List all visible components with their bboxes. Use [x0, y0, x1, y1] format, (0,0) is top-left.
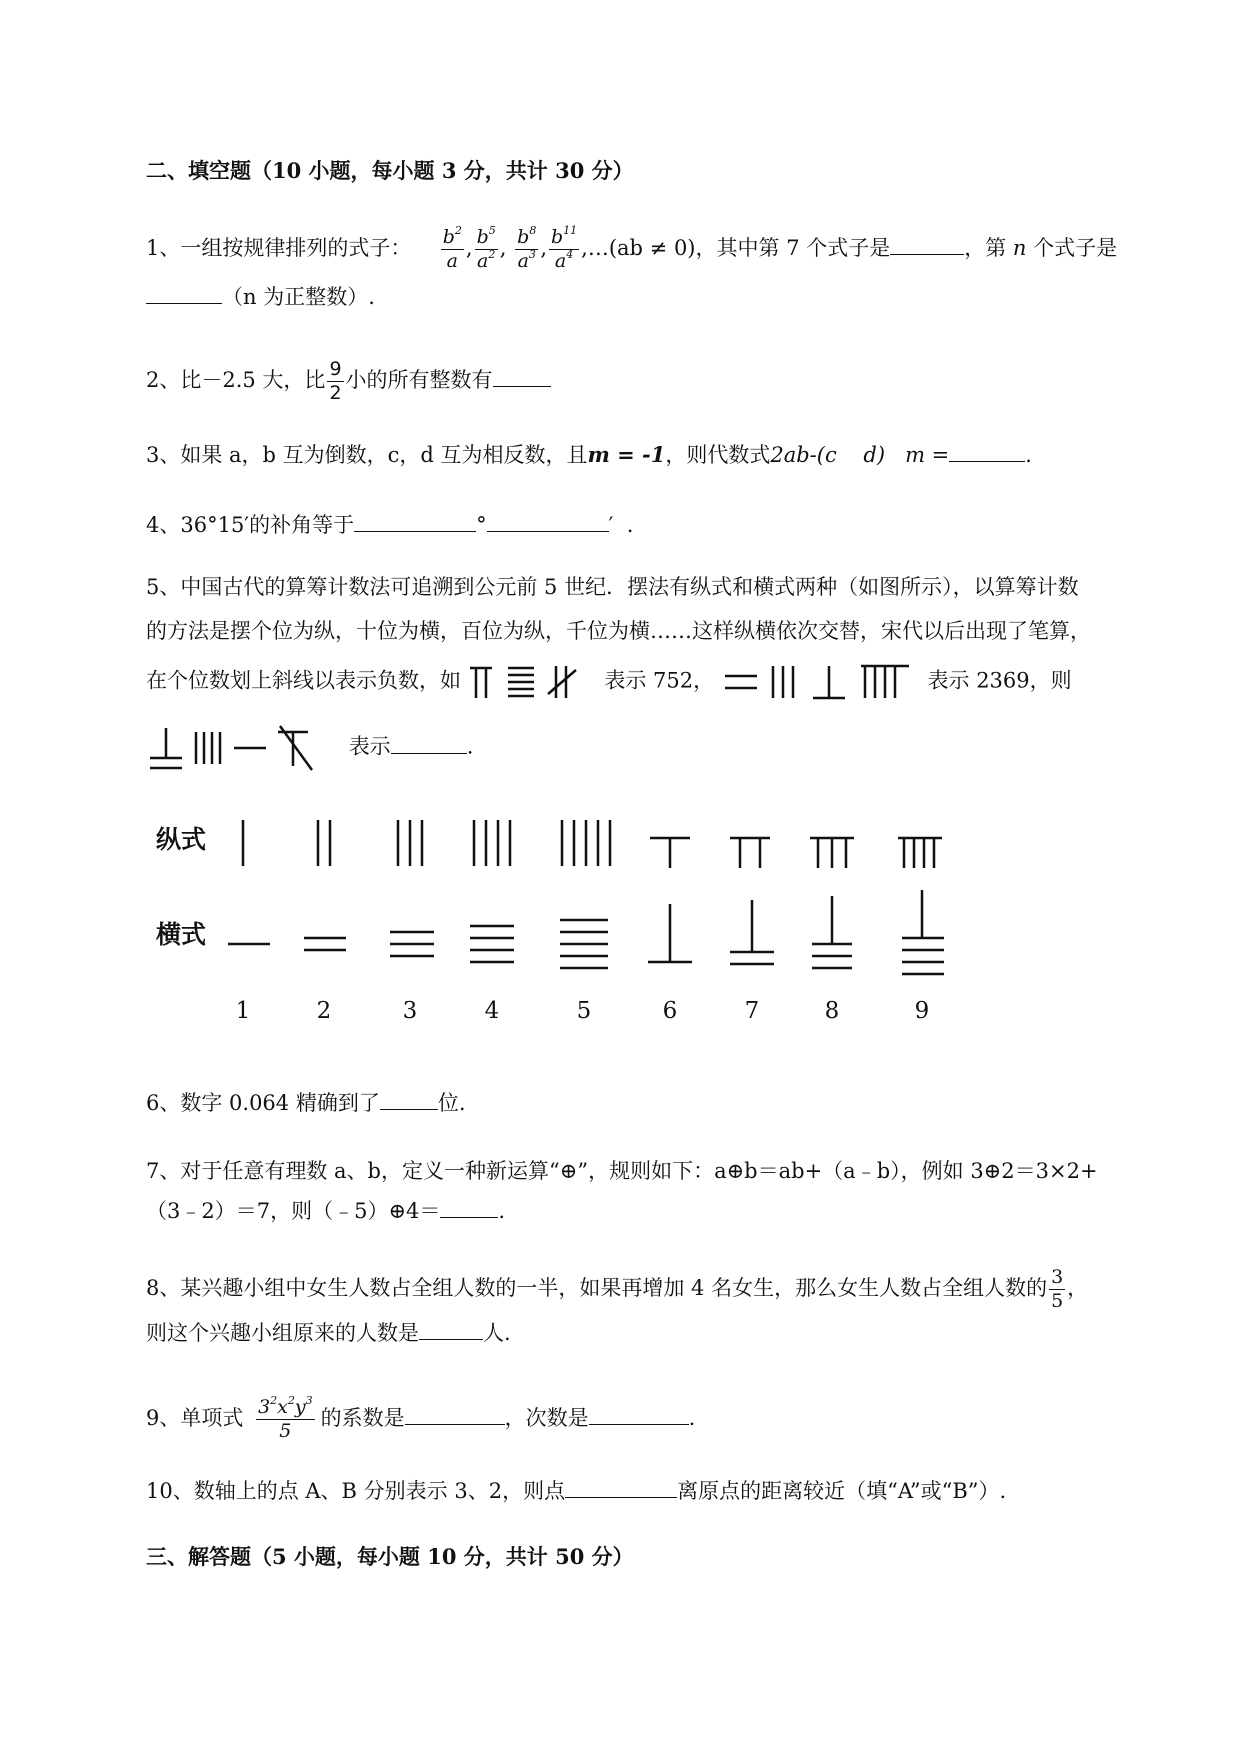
question-1-line2: （n 为正整数）. — [146, 282, 375, 312]
q1-condition: ,…(ab ≠ 0) — [581, 236, 696, 260]
question-5-line2: 的方法是摆个位为纵，十位为横，百位为纵，千位为横……这样纵横依次交替，宋代以后出现了笔算， — [146, 619, 1091, 643]
question-6: 6、数字 0.064 精确到了 位. — [146, 1091, 466, 1115]
answer-blank[interactable] — [440, 1197, 498, 1218]
section-title-answers: 三、解答题（5 小题，每小题 10 分，共计 50 分） — [146, 1544, 634, 1569]
question-5-line1: 5、中国古代的算筹计数法可追溯到公元前 5 世纪．摆法有纵式和横式两种（如图所示），以算筹计数 — [146, 575, 1079, 599]
answer-blank[interactable] — [565, 1477, 677, 1498]
digit-label: 5 — [576, 998, 592, 1024]
digit-label: 1 — [235, 998, 251, 1024]
question-7-line1: 7、对于任意有理数 a、b，定义一种新运算“⊕”，规则如下：a⊕b＝ab+（a﹣b），例如 3⊕2＝3×2+ — [146, 1159, 1098, 1183]
question-2: 2、比－2.5 大，比 $\frac{9}{2}$ 小的所有整数有 — [146, 360, 551, 403]
digit-label: 2 — [316, 998, 332, 1024]
answer-blank[interactable] — [380, 1089, 438, 1110]
question-7-line2: （3﹣2）＝7，则（﹣5）⊕4＝ . — [146, 1199, 506, 1223]
question-3: 3、如果 a，b 互为倒数，c，d 互为相反数，且m = -1，则代数式2ab-(c d) m = . — [146, 442, 1032, 467]
vertical-rods-row — [243, 820, 942, 868]
q9-monomial: $\frac{3^2x^2y^3}{5}$ — [258, 1394, 313, 1442]
digit-label: 4 — [484, 998, 500, 1024]
q1-fraction-4: $\frac{b^{11}}{a^4}$ — [551, 224, 578, 272]
q1-fraction-1: $\frac{b^2}{a}$ — [442, 224, 462, 272]
digit-label: 8 — [824, 998, 840, 1024]
answer-blank-degree[interactable] — [589, 1404, 689, 1425]
table-label-horizontal: 横式 — [156, 920, 207, 949]
question-8-line2: 则这个兴趣小组原来的人数是 人. — [146, 1321, 511, 1345]
answer-blank[interactable] — [419, 1319, 483, 1340]
question-8-line1: 8、某兴趣小组中女生人数占全组人数的一半，如果再增加 4 名女生，那么女生人数占全组人数的 $\frac{3}{5}$ ， — [146, 1266, 1089, 1312]
question-5-line3: 在个位数划上斜线以表示负数，如 表示 752， 表示 2369，则 — [146, 660, 1072, 704]
section-title-fill-in: 二、填空题（10 小题，每小题 3 分，共计 30 分） — [146, 158, 634, 183]
digit-label: 3 — [402, 998, 418, 1024]
q1-fraction-3: $\frac{b^8}{a^3}$ — [517, 224, 537, 272]
table-label-vertical: 纵式 — [156, 825, 207, 854]
digit-label: 6 — [662, 998, 678, 1024]
horizontal-rods-row — [228, 890, 944, 974]
digit-label: 9 — [914, 998, 930, 1024]
question-10: 10、数轴上的点 A、B 分别表示 3、2，则点 离原点的距离较近（填“A”或“B”）. — [146, 1479, 1007, 1503]
answer-blank-coefficient[interactable] — [405, 1404, 505, 1425]
question-4: 4、36°15′的补角等于 ° ′ . — [146, 513, 634, 537]
question-9: 9、单项式 $\frac{3^2x^2y^3}{5}$ 的系数是 ，次数是 . — [146, 1394, 696, 1442]
q1-fraction-2: $\frac{b^5}{a^2}$ — [476, 224, 496, 272]
question-5-line4: 表示 . — [146, 724, 473, 772]
digit-label: 7 — [744, 998, 760, 1024]
question-1: 1、一组按规律排列的式子： $\frac{b^2}{a}$ , $\frac{b^5}{a^2}$ , $\frac{b^8}{a^3}$ , $\frac{b^{11}}{a^4}$ ,…(ab ≠ 0)，其中第 7 个式子是 ，第 n 个式子是 — [146, 224, 1118, 272]
